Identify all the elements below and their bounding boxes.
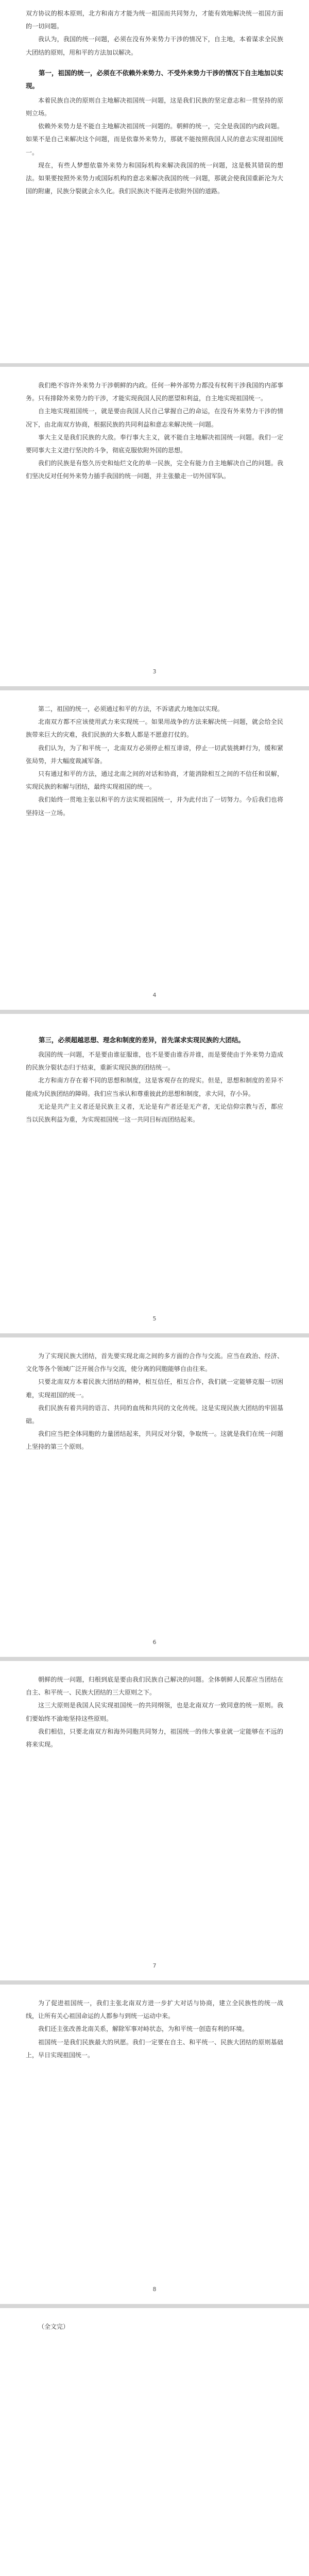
section-heading: 第三，必须超越思想、理念和制度的差异，首先谋求实现民族的大团结。 [39, 1036, 245, 1044]
page-number: 5 [152, 1315, 157, 1322]
paragraph: 我们始终一贯地主张以和平的方法实现祖国统一，并为此付出了一切努力。今后我们也将坚持这一立场。 [26, 796, 283, 817]
paragraph: （全文完） [38, 2323, 70, 2330]
paragraph: 祖国统一是我们民族最大的夙愿。我们一定要在自主、和平统一、民族大团结的原则基础上，早日实现祖国统一。 [26, 2038, 283, 2059]
page-number: 3 [152, 668, 157, 675]
paragraph: 我们应当把全体同胞的力量团结起来，共同反对分裂，争取统一。这就是我们在统一问题上坚持的第三个原则。 [26, 1430, 283, 1451]
section-heading: 第一，祖国的统一，必须在不依赖外来势力、不受外来势力干涉的情况下自主地加以实现。 [26, 69, 284, 90]
paragraph: 事大主义是我们民族的大敌。奉行事大主义，就不能自主地解决祖国统一问题。我们一定要同事大主义进行坚决的斗争，彻底克服依附外国的思想。 [26, 433, 283, 454]
paragraph: 本着民族自决的原则自主地解决祖国统一问题，这是我们民族的坚定意志和一贯坚持的原则立场。 [26, 96, 283, 117]
page-text [26, 7, 283, 198]
document-page-3 [0, 690, 309, 1010]
document-page-4 [0, 1014, 309, 1333]
paragraph: 北南双方都不应该使用武力来实现统一。如果用战争的方法来解决统一问题，就会给全民族带来巨大的灾难，我们民族的大多数人都是不愿意打仗的。 [26, 718, 283, 739]
page-text [26, 379, 283, 483]
page-text [26, 2320, 283, 2333]
paragraph: 依赖外来势力是不能自主地解决祖国统一问题的。朝鲜的统一，完全是我国的内政问题。如果不是自己来解决这个问题，而是依靠外来势力，那就不能按照我国人民的意志实现祖国统一。 [26, 123, 283, 156]
paragraph: 为了促进祖国统一，我们主张北南双方进一步扩大对话与协商，建立全民族性的统一战线，让所有关心祖国命运的人都参与到统一运动中来。 [26, 1999, 283, 2020]
paragraph: 只有通过和平的方法，通过北南之间的对话和协商，才能消除相互之间的不信任和误解，实现民族的和解与团结，最终实现祖国的统一。 [26, 770, 283, 791]
document-page-1 [0, 0, 309, 363]
document-page-7 [0, 1985, 309, 2304]
page-number: 6 [152, 1639, 157, 1646]
page-number: 7 [152, 1962, 157, 1969]
document-page-5 [0, 1337, 309, 1657]
paragraph: 我认为，我国的统一问题，必须在没有外来势力干涉的情况下，自主地，本着谋求全民族大团结的原则，用和平的方法加以解决。 [26, 36, 283, 56]
page-number: 4 [152, 992, 157, 998]
page-text [26, 1673, 283, 1751]
paragraph: 为了实现民族大团结，首先要实现北南之间的多方面的合作与交流。应当在政治、经济、文化等各个领域广泛开展合作与交流，使分离的同胞能够自由往来。 [26, 1352, 283, 1373]
paragraph: 只要北南双方本着民族大团结的精神，相互信任，相互合作，我们就一定能够克服一切困难，实现祖国的统一。 [26, 1378, 283, 1399]
page-number: 8 [152, 2286, 157, 2293]
document-page-6 [0, 1661, 309, 1980]
page-text [26, 703, 283, 820]
paragraph: 朝鲜的统一问题，归根到底是要由我们民族自己解决的问题。全体朝鲜人民都应当团结在自主、和平统一、民族大团结的三大原则之下。 [26, 1676, 283, 1697]
paragraph: 现在，有些人梦想依靠外来势力和国际机构来解决我国的统一问题，这是极其错误的想法。如果要按照外来势力或国际机构的意志来解决我国的统一问题，那就会使我国重新沦为大国的附庸，民族分裂就会永久化。我们民族决不能再走依附外国的道路。 [26, 161, 283, 195]
paragraph: 这三大原则是我国人民实现祖国统一的共同纲领，也是北南双方一致同意的统一原则。我们要始终不渝地坚持这些原则。 [26, 1702, 283, 1722]
paragraph: 我们相信，只要北南双方和海外同胞共同努力，祖国统一的伟大事业就一定能够在不远的将来实现。 [26, 1727, 283, 1748]
paragraph: 我们还主张改善北南关系，解除军事对峙状态，为和平统一创造有利的环境。 [38, 2025, 249, 2033]
paragraph: 第二，祖国的统一，必须通过和平的方法，不诉诸武力地加以实现。 [38, 705, 224, 713]
paragraph: 北方和南方存在着不同的思想和制度，这是客观存在的现实。但是，思想和制度的差异不能成为民族团结的障碍。我们应当承认和尊重彼此的思想和制度，求大同，存小异。 [26, 1077, 283, 1097]
paragraph: 我们民族有着共同的语言、共同的血统和共同的文化传统。这是实现民族大团结的牢固基础。 [26, 1404, 283, 1425]
paragraph: 我们绝不容许外来势力干涉朝鲜的内政。任何一种外部势力都没有权利干涉我国的内部事务。只有排除外来势力的干涉，才能实现我国人民的愿望和利益，自主地实现祖国统一。 [26, 382, 283, 402]
document-page-8 [0, 2308, 309, 2576]
page-text [26, 1026, 283, 1126]
paragraph: 我们的民族是有悠久历史和灿烂文化的单一民族，完全有能力自主地解决自己的问题。我们坚决反对任何外来势力插手我国的统一问题，并主张撤走一切外国军队。 [26, 460, 283, 480]
document-page-2 [0, 367, 309, 686]
paragraph: 我国的统一问题，不是要由谁征服谁，也不是要由谁吞并谁，而是要使由于外来势力造成的民族分裂状态归于结束，重新实现民族的团结统一。 [26, 1051, 283, 1072]
paragraph: 无论是共产主义者还是民族主义者，无论是有产者还是无产者，无论信仰宗教与否，都应当以民族利益为重，为实现祖国统一这一共同目标而团结起来。 [26, 1103, 283, 1123]
page-text [26, 1350, 283, 1454]
page-text [26, 1997, 283, 2062]
paragraph: 双方协议的根本原则，北方和南方才能为统一祖国而共同努力，才能有效地解决统一祖国方面的一切问题。 [26, 10, 283, 30]
paragraph: 我们认为，为了和平统一，北南双方必须停止相互诽谤，停止一切武装挑衅行为，缓和紧张局势，并大幅度裁减军备。 [26, 744, 283, 765]
paragraph: 自主地实现祖国统一，就是要由我国人民自己掌握自己的命运，在没有外来势力干涉的情况下，由北南双方协商，根据民族的共同利益和意志来解决统一问题。 [26, 408, 283, 428]
